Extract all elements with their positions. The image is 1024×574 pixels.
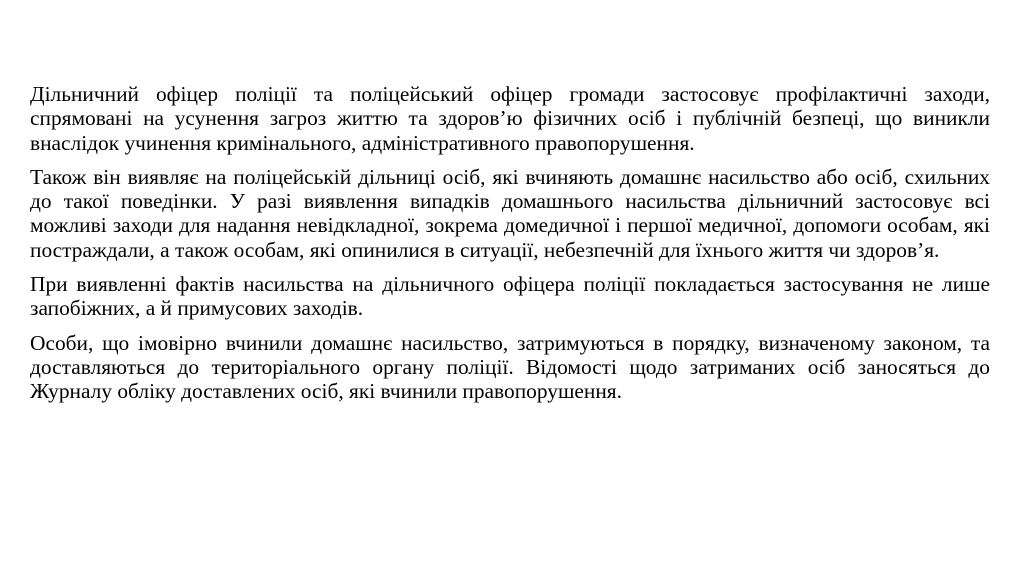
paragraph-coercive-measures: При виявленні фактів насильства на дільничного офіцера поліції покладається застосування не лише запобіжних, а й примусових заходів.: [30, 272, 990, 321]
paragraph-domestic-violence-detection: Також він виявляє на поліцейській дільниці осіб, які вчиняють домашнє насильство або осіб, схильних до такої поведінки. У разі виявлення випадків домашнього насильства дільничний застосовує всі можливі заходи для надання невідкладної, зокрема домедичної і першої медичної, допомоги особам, які постраждали, а також особам, які опинилися в ситуації, небезпечній для їхнього життя чи здоров’я.: [30, 164, 990, 262]
slide-body: [30, 82, 990, 414]
paragraph-district-officer-duties: Дільничний офіцер поліції та поліцейський офіцер громади застосовує профілактичні заходи, спрямовані на усунення загроз життю та здоров’ю фізичних осіб і публічній безпеці, що виникли внаслідок учинення кримінального, адміністративного правопорушення.: [30, 82, 990, 155]
paragraph-detention-procedure: Особи, що імовірно вчинили домашнє насильство, затримуються в порядку, визначеному законом, та доставляються до територіального органу поліції. Відомості щодо затриманих осіб заносяться до Журналу обліку доставлених осіб, які вчинили правопорушення.: [30, 330, 990, 404]
